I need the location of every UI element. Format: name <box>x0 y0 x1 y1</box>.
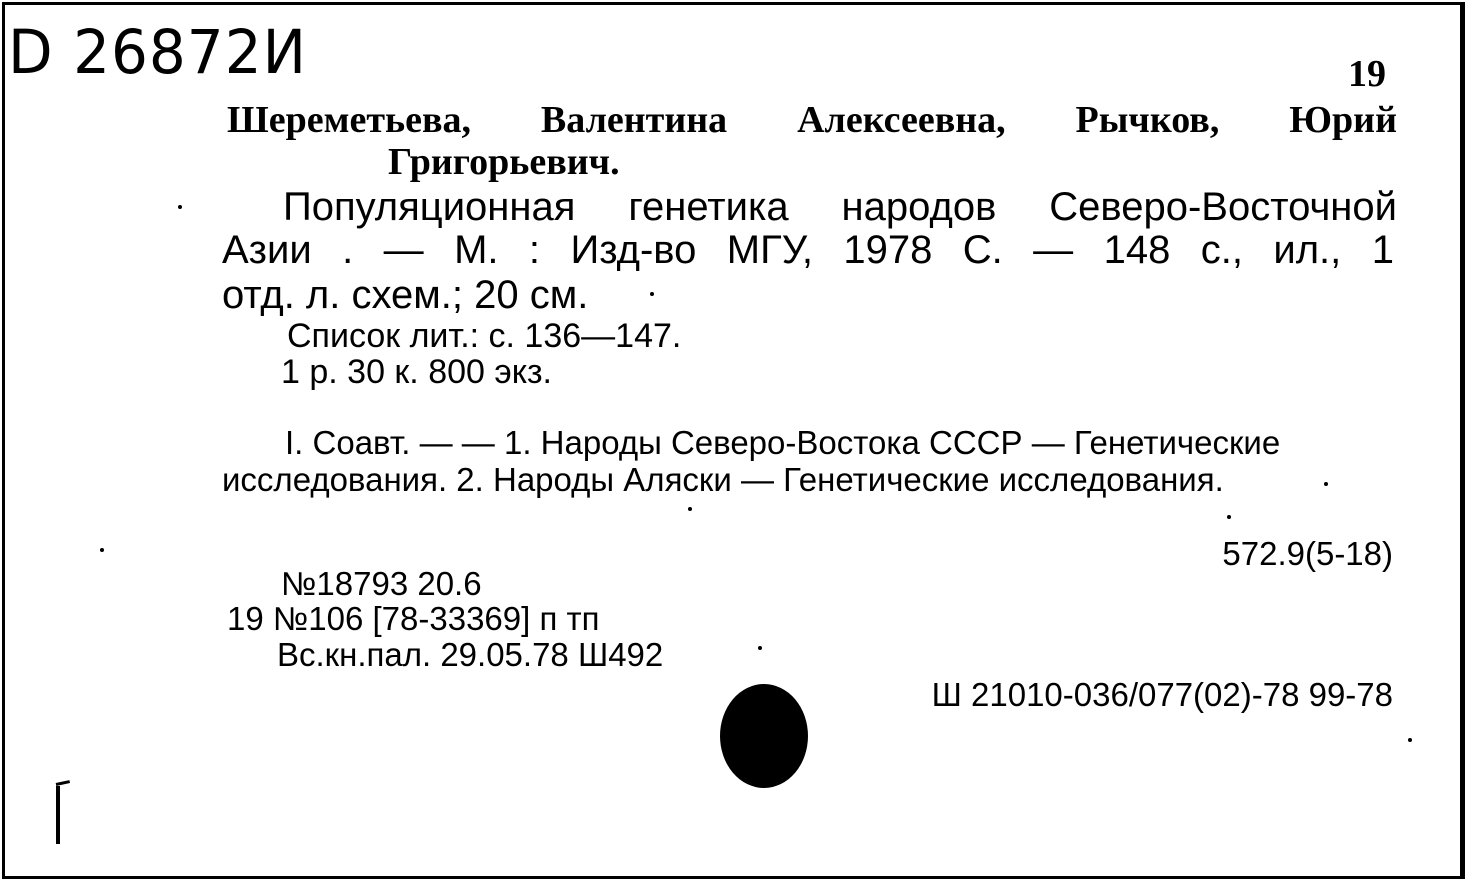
title-word: . <box>342 228 354 272</box>
speck <box>650 292 654 296</box>
title-word: С. <box>962 228 1003 272</box>
speck <box>1227 515 1231 519</box>
title-line-3: отд. л. схем.; 20 см. <box>222 273 589 317</box>
title-word: Популяционная <box>283 185 576 229</box>
speck <box>100 548 104 552</box>
title-word: Азии <box>222 228 312 272</box>
title-word: — <box>383 228 424 272</box>
title-line-2 <box>222 228 1394 273</box>
authors-line-1 <box>227 98 1397 142</box>
punch-hole <box>720 684 808 788</box>
author-word: Рычков, <box>1075 99 1220 141</box>
title-word: ил., <box>1273 228 1342 272</box>
title-word: с., <box>1200 228 1243 272</box>
speck <box>1408 738 1412 742</box>
author-word: Алексеевна, <box>797 99 1006 141</box>
title-word: М. <box>454 228 499 272</box>
classification-index: 572.9(5-18) <box>1222 535 1393 572</box>
title-word: МГУ, <box>726 228 813 272</box>
price-note: 1 р. 30 к. 800 экз. <box>281 353 553 391</box>
handwritten-inventory-number: D 26872И <box>8 16 307 88</box>
title-word: народов <box>841 185 997 229</box>
pen-mark <box>56 786 60 844</box>
speck <box>758 646 762 650</box>
registry-line-1: №18793 20.6 <box>281 565 482 602</box>
title-word: 1978 <box>843 228 933 272</box>
subjects-line-2: исследования. 2. Народы Аляски — Генетические исследования. <box>222 461 1224 498</box>
registry-line-3: Вс.кн.пал. 29.05.78 Ш492 <box>277 636 664 673</box>
title-word: 148 <box>1103 228 1171 272</box>
author-word: Шереметьева, <box>227 99 471 141</box>
speck <box>178 205 182 209</box>
title-line-1 <box>283 185 1397 230</box>
title-word: Северо-Восточной <box>1049 185 1397 229</box>
title-word: Изд-во <box>570 228 697 272</box>
author-word: Валентина <box>540 99 728 141</box>
subjects-line-1: I. Соавт. — — 1. Народы Северо-Востока СССР — Генетические <box>285 424 1281 461</box>
registry-line-2: 19 №106 [78-33369] п тп <box>227 600 600 637</box>
bibliography-note: Список лит.: с. 136—147. <box>287 317 682 355</box>
speck <box>688 507 692 511</box>
page-number: 19 <box>1348 53 1386 95</box>
authors-line-2: Григорьевич. <box>388 141 620 183</box>
catalog-code: Ш 21010-036/077(02)-78 99-78 <box>931 676 1393 713</box>
author-word: Юрий <box>1289 99 1397 141</box>
title-word: 1 <box>1371 228 1394 272</box>
title-word: — <box>1033 228 1074 272</box>
speck <box>1324 482 1328 486</box>
title-word: генетика <box>628 185 789 229</box>
title-word: : <box>528 228 541 272</box>
